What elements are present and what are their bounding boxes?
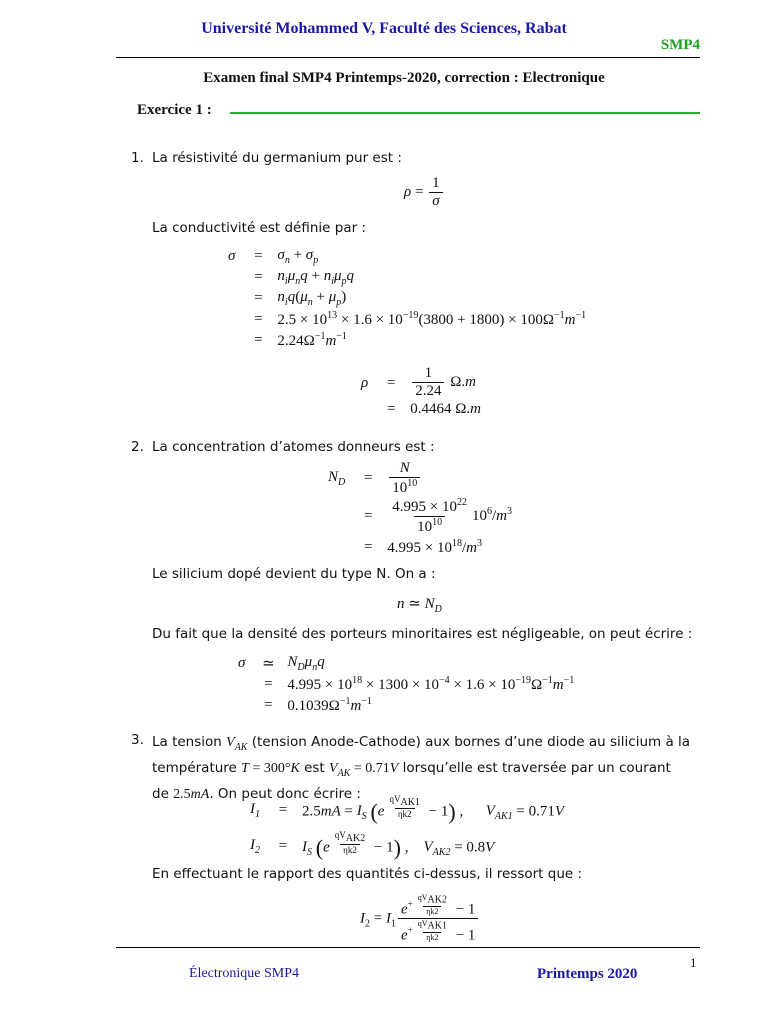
course-tag: SMP4 — [660, 37, 700, 53]
conductivity-n-equations: σ ≃ $N_D\mu_nq$ = $4.995 \times 10^{18} \times 1300 \times 10^{-4} \times 1.6 \times 10^{-19}\Omega^{-1}m^{-1}$ = $0.1039\Omega^{-1}m^{-1}$ — [238, 654, 575, 714]
item-3-line1b: (tension Anode-Cathode) aux bornes d’une diode au silicium à la — [247, 734, 691, 750]
item-3-paragraph: La tension $V_{AK}$ (tension Anode-Cathode) aux bornes d’une diode au silicium à la température T = 300°K est $V_{AK} = 0.71V$ lorsqu’elle est traversée par un courant de 2.5mA. On peut donc écrire : — [152, 734, 691, 802]
ratio-intro-text: En effectuant le rapport des quantités ci-dessus, il ressort que : — [152, 866, 583, 882]
item-3-line3a: de — [152, 785, 174, 802]
conductivity-equations: σ = $\sigma_n + \sigma_p$ = $n_i\mu_nq + n_i\mu_pq$ = $n_iq(\mu_n + \mu_p)$ = $2.5 \times 10^{13} \times 1.6 \times 10^{-19}(3800 + 1800) \times 100\Omega^{-1}m^{-1}$ = $2.24\Omega^{-1}m^{-1}$ — [228, 247, 587, 349]
item-3-line3b: . On peut donc écrire : — [209, 785, 361, 802]
diode-current-equations: $I_1$ = $2.5mA = I_S$ (e $^{\frac{qV_{AK1}}{\eta k2}}$ − 1) , $V_{AK1} = 0.71V$ $I_2$ = $I_S$ (e $^{\frac{qV_{AK2}}{\eta k2}}$ − 1) , $V_{AK2} = 0.8V$ — [250, 794, 565, 860]
item-2-number: 2. — [131, 439, 144, 455]
resistivity-result: ρ = $\frac{1}{2.24}$ Ω.m = 0.4464 Ω.m — [361, 365, 481, 417]
footer-rule — [116, 947, 700, 948]
university-header: Université Mohammed V, Faculté des Sciences, Rabat — [201, 20, 567, 37]
resistivity-definition: ρ = $\frac{1}{\sigma}$ — [404, 176, 445, 210]
conductivity-intro: La conductivité est définie par : — [152, 220, 366, 236]
item-3-line2a: température — [152, 759, 242, 776]
exercise-underline — [230, 112, 700, 114]
page-number: 1 — [690, 955, 697, 970]
item-1-number: 1. — [131, 150, 144, 166]
minority-carriers-text: Du fait que la densité des porteurs minoritaires est négligeable, on peut écrire : — [152, 626, 693, 642]
item-3-line1a: La tension — [152, 734, 227, 750]
exercise-label: Exercice 1 : — [137, 102, 212, 118]
n-type-text: Le silicium dopé devient du type N. On a : — [152, 566, 436, 582]
current-ratio-equation: $I_2 = I_1$ $e^{+ \frac{qV_{AK2}}{\eta k2}}$ − 1 $e^{+ \frac{qV_{AK1}}{\eta k2}}$ − 1 — [360, 894, 480, 944]
document-title: Examen final SMP4 Printemps-2020, correction : Electronique — [203, 70, 605, 86]
item-3-line2c: lorsqu’elle est traversée par un courant — [398, 759, 671, 776]
item-2-intro: La concentration d’atomes donneurs est : — [152, 439, 435, 455]
footer-term: Printemps 2020 — [537, 966, 638, 982]
item-1-intro: La résistivité du germanium pur est : — [152, 150, 402, 166]
item-3-number: 3. — [131, 732, 144, 748]
footer-course: Électronique SMP4 — [189, 966, 300, 981]
header-rule — [116, 57, 700, 58]
donor-concentration-equations: $N_D$ = $\frac{N}{10^{10}}$ = $\frac{4.995 \times 10^{22}}{10^{10}}$ $10^6/m^3$ = $4.995 \times 10^{18}/m^3$ — [328, 460, 512, 556]
item-3-line2b: est — [299, 759, 330, 776]
n-approx-nd: n ≃ $N_D$ — [397, 596, 442, 615]
